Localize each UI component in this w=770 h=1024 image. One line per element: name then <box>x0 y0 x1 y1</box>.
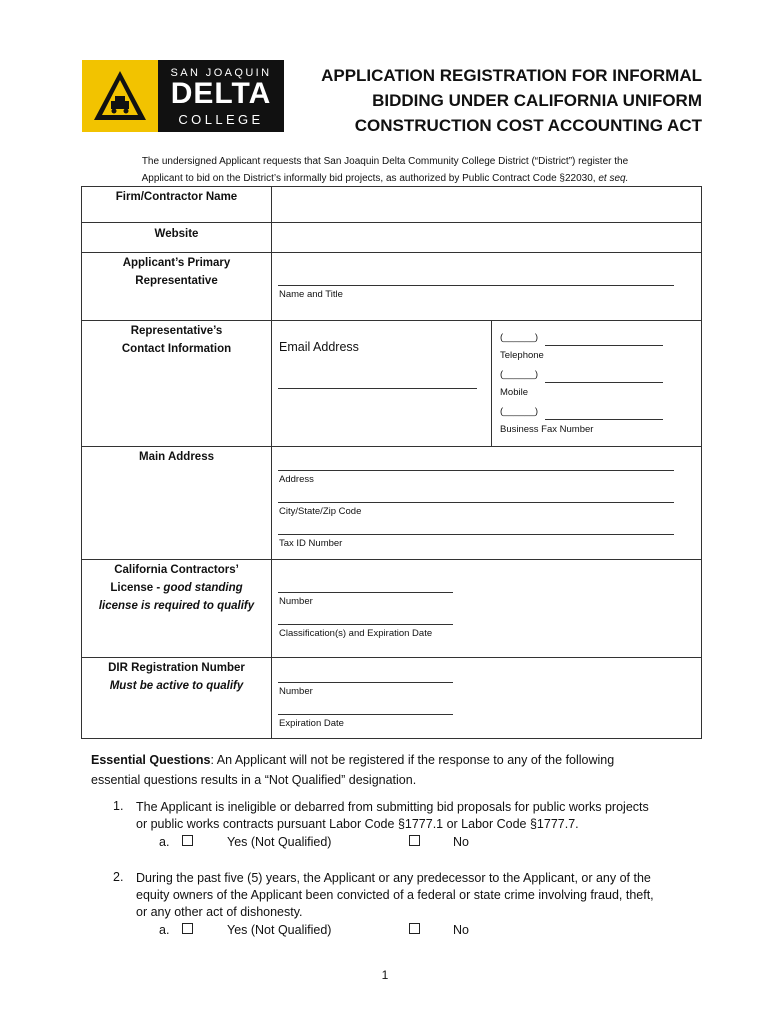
checkbox-icon <box>182 835 193 846</box>
delta-triangle-icon <box>92 68 148 124</box>
fax-caption: Business Fax Number <box>500 424 594 435</box>
intro-line-1: The undersigned Applicant requests that San Joaquin Delta Community College District (“District”) register the <box>141 156 629 167</box>
dir-expiration-input-line[interactable] <box>278 714 453 715</box>
dir-registration-label <box>82 658 272 739</box>
name-title-caption: Name and Title <box>279 289 343 300</box>
license-classification-input-line[interactable] <box>278 624 453 625</box>
license-classification-caption: Classification(s) and Expiration Date <box>279 628 433 639</box>
logo-line-college: COLLEGE <box>178 112 264 127</box>
tax-id-caption: Tax ID Number <box>279 538 343 549</box>
intro-paragraph <box>90 153 680 187</box>
page-number: 1 <box>381 968 389 982</box>
main-address-label: Main Address <box>82 447 272 559</box>
fax-area-code: (______) <box>500 406 539 417</box>
title-line-1: APPLICATION REGISTRATION FOR INFORMAL <box>321 66 702 85</box>
dir-label-line-2 <box>82 677 271 695</box>
dir-number-input-line[interactable] <box>278 682 453 683</box>
question-1-yes-label: Yes (Not Qualified) <box>227 835 332 849</box>
firm-name-label: Firm/Contractor Name <box>82 187 272 222</box>
question-1-number: 1. <box>113 799 124 813</box>
website-label: Website <box>82 223 272 252</box>
contact-label-line-2: Contact Information <box>121 343 232 355</box>
intro-line-2 <box>90 170 680 187</box>
telephone-caption: Telephone <box>500 350 544 361</box>
question-2-sub-letter: a. <box>159 923 170 937</box>
address-caption: Address <box>279 474 314 485</box>
registration-table <box>81 186 702 739</box>
license-label-required: license is required to qualify <box>98 600 255 612</box>
city-state-zip-input-line[interactable] <box>278 502 674 503</box>
address-input-line[interactable] <box>278 470 674 471</box>
fax-input-line[interactable] <box>545 419 663 420</box>
intro-line-2-text: Applicant to bid on the District’s informally bid projects, as authorized by Public Contract Code §22030, <box>141 173 599 184</box>
question-2-number: 2. <box>113 870 124 884</box>
question-2-yes-label: Yes (Not Qualified) <box>227 923 332 937</box>
question-1-line-2: or public works contracts pursuant Labor Code §1777.1 or Labor Code §1777.7. <box>136 817 579 831</box>
email-address-label: Email Address <box>279 340 359 354</box>
telephone-area-code: (______) <box>500 332 539 343</box>
question-2-line-1: During the past five (5) years, the Applicant or any predecessor to the Applicant, or any of the <box>136 871 651 885</box>
title-line-3: CONSTRUCTION COST ACCOUNTING ACT <box>354 116 702 135</box>
mobile-area-code: (______) <box>500 369 539 380</box>
essential-questions-line-2: essential questions results in a “Not Qualified” designation. <box>91 773 417 787</box>
question-1-no-label: No <box>453 835 469 849</box>
dir-label-must-be-active: Must be active to qualify <box>109 680 244 692</box>
firm-name-field[interactable] <box>273 187 701 222</box>
essential-questions-text-1: : An Applicant will not be registered if the response to any of the following <box>210 753 615 767</box>
essential-questions-intro <box>91 750 691 790</box>
question-2-yes-checkbox[interactable] <box>182 923 193 937</box>
mobile-input-line[interactable] <box>545 382 663 383</box>
question-1-text <box>136 799 696 833</box>
dir-label-line-1: DIR Registration Number <box>108 662 245 674</box>
row-website <box>82 223 701 253</box>
contact-information-label <box>82 321 272 446</box>
telephone-input-line[interactable] <box>545 345 663 346</box>
row-contractors-license <box>82 560 701 658</box>
row-contact-information <box>82 321 701 447</box>
license-label-line-2 <box>82 579 271 597</box>
row-firm-name <box>82 187 701 223</box>
website-field[interactable] <box>273 223 701 252</box>
logo-yellow-block <box>82 60 158 132</box>
license-label-line-1: California Contractors’ <box>114 564 239 576</box>
checkbox-icon <box>409 923 420 934</box>
city-state-zip-caption: City/State/Zip Code <box>279 506 362 517</box>
license-number-caption: Number <box>279 596 313 607</box>
email-input-line[interactable] <box>278 388 477 389</box>
question-1-sub-letter: a. <box>159 835 170 849</box>
license-label-prefix: License - <box>110 582 164 594</box>
logo-line-delta: DELTA <box>170 77 272 110</box>
row-dir-registration <box>82 658 701 739</box>
college-logo <box>82 60 284 132</box>
question-1-line-1: The Applicant is ineligible or debarred from submitting bid proposals for public works projects <box>136 800 649 814</box>
document-title <box>282 63 702 138</box>
essential-questions-line-1 <box>91 750 691 770</box>
primary-representative-label <box>82 253 272 320</box>
essential-questions-heading: Essential Questions <box>91 753 211 767</box>
title-line-2: BIDDING UNDER CALIFORNIA UNIFORM <box>372 91 702 110</box>
question-1-yes-checkbox[interactable] <box>182 835 193 849</box>
contact-label-line-1: Representative’s <box>130 325 223 337</box>
question-2-line-3: or any other act of dishonesty. <box>136 905 303 919</box>
license-label-line-3 <box>82 597 271 615</box>
dir-expiration-caption: Expiration Date <box>279 718 344 729</box>
question-2-line-2: equity owners of the Applicant been convicted of a federal or state crime involving fraud, theft, <box>136 888 654 902</box>
logo-line-san-joaquin: SAN JOAQUIN <box>170 67 272 79</box>
license-number-input-line[interactable] <box>278 592 453 593</box>
question-1-no-checkbox[interactable] <box>409 835 420 849</box>
question-2-no-checkbox[interactable] <box>409 923 420 937</box>
name-title-input-line[interactable] <box>278 285 674 286</box>
row-primary-representative <box>82 253 701 321</box>
rep-label-line-2: Representative <box>135 275 218 287</box>
contact-column-divider <box>491 321 492 446</box>
question-2-text <box>136 870 696 921</box>
rep-label-line-1: Applicant’s Primary <box>122 257 231 269</box>
question-2-no-label: No <box>453 923 469 937</box>
row-main-address <box>82 447 701 560</box>
mobile-caption: Mobile <box>500 387 528 398</box>
dir-number-caption: Number <box>279 686 313 697</box>
tax-id-input-line[interactable] <box>278 534 674 535</box>
license-label-good-standing: good standing <box>163 582 243 594</box>
checkbox-icon <box>182 923 193 934</box>
checkbox-icon <box>409 835 420 846</box>
logo-wordmark <box>158 60 284 132</box>
contractors-license-label <box>82 560 272 657</box>
intro-et-seq: et seq. <box>598 173 629 184</box>
